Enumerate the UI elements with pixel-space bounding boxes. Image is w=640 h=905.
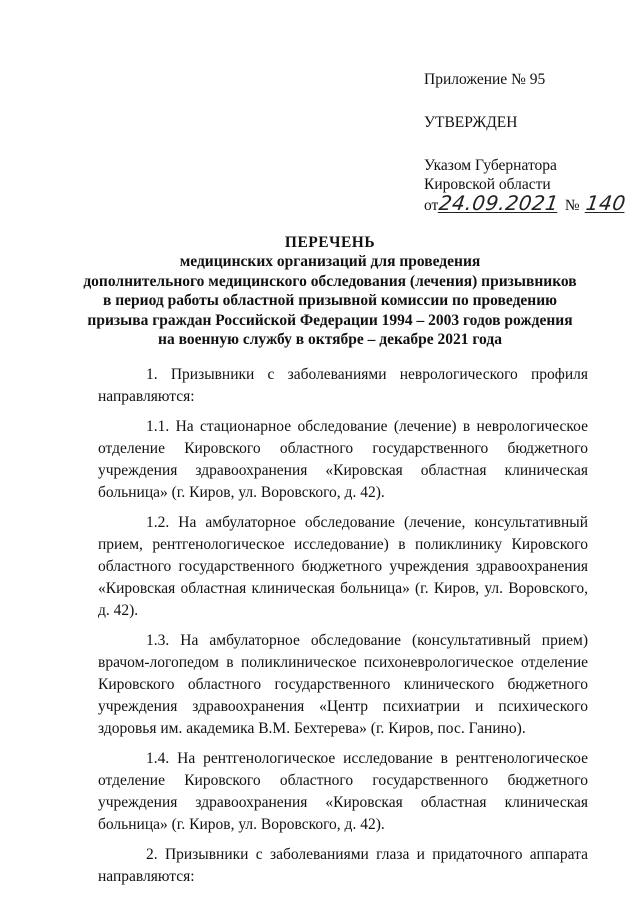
decree-date-line	[424, 191, 628, 215]
approved-label: УТВЕРЖДЕН	[424, 114, 518, 131]
paragraph-1: 1. Призывники с заболеваниями неврологического профиля направляются:	[98, 366, 588, 405]
appendix-number: Приложение № 95	[424, 71, 546, 88]
decree-line-2: Кировской области	[424, 176, 551, 193]
handwritten-number: 140	[584, 191, 628, 215]
title-heading: ПЕРЕЧЕНЬ	[284, 234, 376, 251]
paragraph-1-3: 1.3. На амбулаторное обследование (консультативный прием) врачом-логопедом в поликлиническое психоневрологическое отделение Кировского областного государственного клинического бюджетного учреждения здравоохранения «Центр психиатрии и психического здоровья им. академика В.М. Бехтерева» (г. Киров, пос. Ганино).	[98, 632, 588, 737]
handwritten-date: 24.09.2021	[437, 191, 561, 215]
title-line-2: дополнительного медицинского обследования (лечения) призывников	[83, 272, 577, 290]
date-prefix: от	[424, 197, 439, 214]
document-header	[424, 70, 628, 215]
paragraph-1-1: 1.1. На стационарное обследование (лечение) в неврологическое отделение Кировского областного государственного бюджетного учреждения здравоохранения «Кировская областная клиническая больница» (г. Киров, ул. Воровского, д. 42).	[98, 418, 588, 501]
document-title	[70, 233, 590, 349]
title-line-4: призыва граждан Российской Федерации 1994 – 2003 годов рождения	[87, 311, 573, 329]
decree-line-1: Указом Губернатора	[424, 157, 557, 174]
title-line-5: на военную службу в октябре – декабре 2021 года	[158, 331, 502, 349]
title-line-1: медицинских организаций для проведения	[179, 253, 481, 271]
paragraph-2: 2. Призывники с заболеваниями глаза и придаточного аппарата направляются:	[98, 846, 588, 885]
document-body	[98, 364, 588, 896]
title-line-3: в период работы областной призывной комиссии по проведению	[103, 292, 557, 310]
number-prefix: №	[564, 197, 580, 214]
paragraph-1-4: 1.4. На рентгенологическое исследование в рентгенологическое отделение Кировского областного государственного бюджетного учреждения здравоохранения «Кировская областная клиническая больница» (г. Киров, ул. Воровского, д. 42).	[98, 750, 588, 833]
paragraph-1-2: 1.2. На амбулаторное обследование (лечение, консультативный прием, рентгенологическое исследование) в поликлинику Кировского областного государственного бюджетного учреждения здравоохранения «Кировская областная клиническая больница» (г. Киров, ул. Воровского, д. 42).	[98, 514, 588, 619]
